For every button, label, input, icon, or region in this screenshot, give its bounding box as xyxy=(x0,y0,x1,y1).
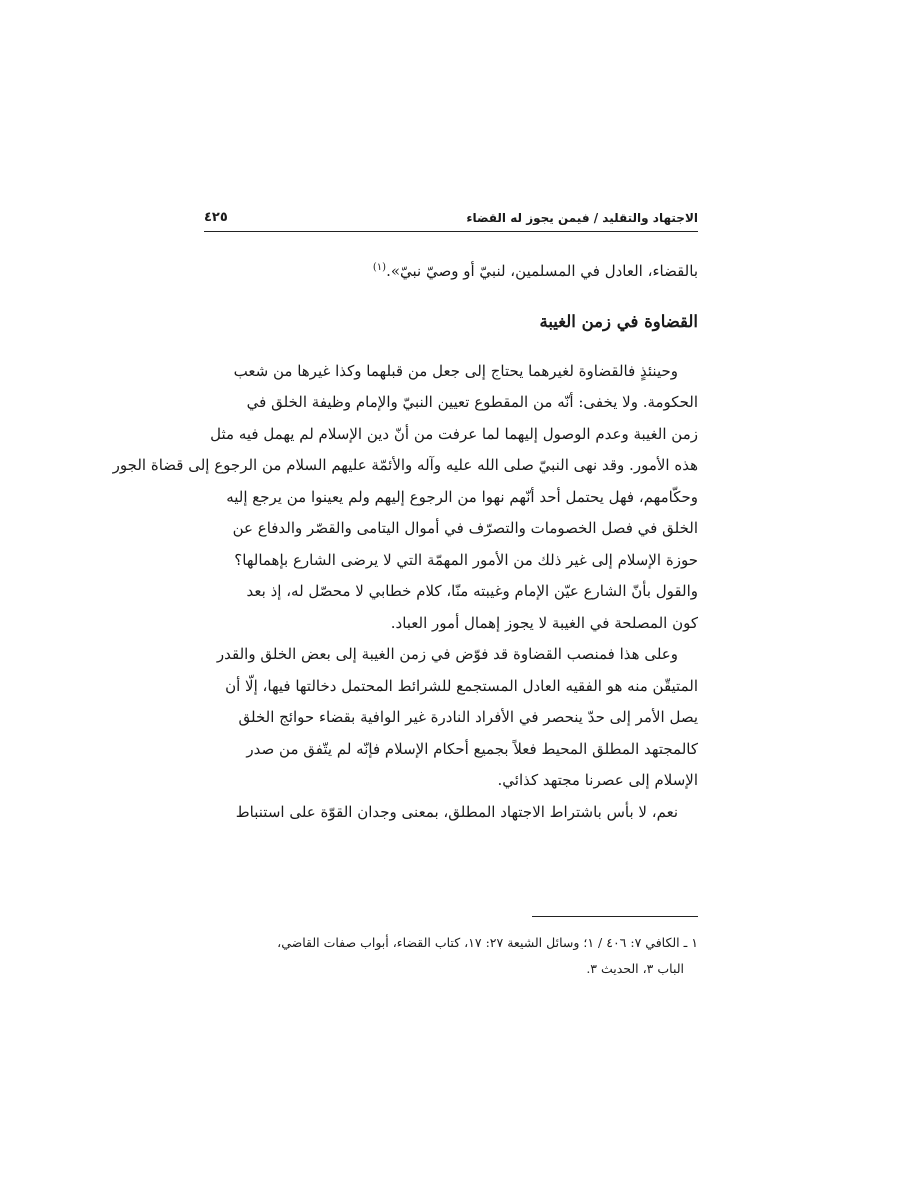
page-header xyxy=(204,205,698,232)
paragraph-line: وحينئذٍ فالقضاوة لغيرهما يحتاج إلى جعل من قبلهما وكذا غيرها من شعب xyxy=(233,361,678,380)
footnote-divider xyxy=(532,916,698,917)
paragraph-line: والقول بأنّ الشارع عيّن الإمام وغيبته منّا، كلام خطابي لا محصّل له، إذ بعد xyxy=(246,582,698,600)
paragraph-1 xyxy=(112,356,698,640)
paragraph-line: الخلق في فصل الخصومات والتصرّف في أموال اليتامى والقصّر والدفاع عن xyxy=(232,519,698,537)
footnote-marker: (١) xyxy=(372,262,387,273)
running-head: الاجتهاد والتقليد / فيمن يجوز له القضاء xyxy=(466,211,698,225)
paragraph-line: المتيقّن منه هو الفقيه العادل المستجمع للشرائط المحتمل دخالتها فيها، إلّا أن xyxy=(225,676,698,695)
paragraph-line: وعلى هذا فمنصب القضاوة قد فوّض في زمن الغيبة إلى بعض الخلق والقدر xyxy=(216,645,678,663)
paragraph-line: الإسلام إلى عصرنا مجتهد كذائي. xyxy=(497,771,698,789)
paragraph-line: حوزة الإسلام إلى غير ذلك من الأمور المهمّة التي لا يرضى الشارع بإهمالها؟ xyxy=(234,550,698,569)
paragraph-3 xyxy=(204,797,698,829)
paragraph-line: الحكومة. ولا يخفى: أنّه من المقطوع تعيين النبيّ والإمام وظيفة الخلق في xyxy=(246,393,698,411)
paragraph-line: هذه الأمور. وقد نهى النبيّ صلى الله عليه وآله والأئمّة عليهم السلام من الرجوع إلى قضاة الجور xyxy=(112,456,698,474)
footnote-line: الباب ٣، الحديث ٣. xyxy=(586,961,684,976)
paragraph-line: وحكّامهم، فهل يحتمل أحد أنّهم نهوا من الرجوع إليهم ولم يعينوا من يرجع إليه xyxy=(226,487,698,506)
main-text xyxy=(112,252,698,828)
footnote-line: ١ ـ الكافي ٧: ٤٠٦ / ١؛ وسائل الشيعة ٢٧: ١٧، كتاب القضاء، أبواب صفات القاضي، xyxy=(277,935,698,950)
paragraph-line: كالمجتهد المطلق المحيط فعلاً بجميع أحكام الإسلام فإنّه لم يتّفق من صدر xyxy=(246,739,698,758)
paragraph-line: نعم، لا بأس باشتراط الاجتهاد المطلق، بمعنى وجدان القوّة على استنباط xyxy=(235,802,678,821)
footnote xyxy=(204,930,698,982)
opening-line-text: بالقضاء، العادل في المسلمين، لنبيّ أو وصيّ نبيّ». xyxy=(386,262,698,280)
paragraph-2 xyxy=(204,639,698,797)
opening-line xyxy=(204,252,698,288)
paragraph-line: زمن الغيبة وعدم الوصول إليهما لما عرفت من أنّ دين الإسلام لم يهمل فيه مثل xyxy=(210,424,698,443)
page-number: ٤٢٥ xyxy=(204,210,228,225)
paragraph-line: يصل الأمر إلى حدّ ينحصر في الأفراد النادرة غير الوافية بقضاء حوائج الخلق xyxy=(238,708,698,726)
paragraph-line: كون المصلحة في الغيبة لا يجوز إهمال أمور العباد. xyxy=(390,613,698,632)
section-heading: القضاوة في زمن الغيبة xyxy=(539,311,698,331)
